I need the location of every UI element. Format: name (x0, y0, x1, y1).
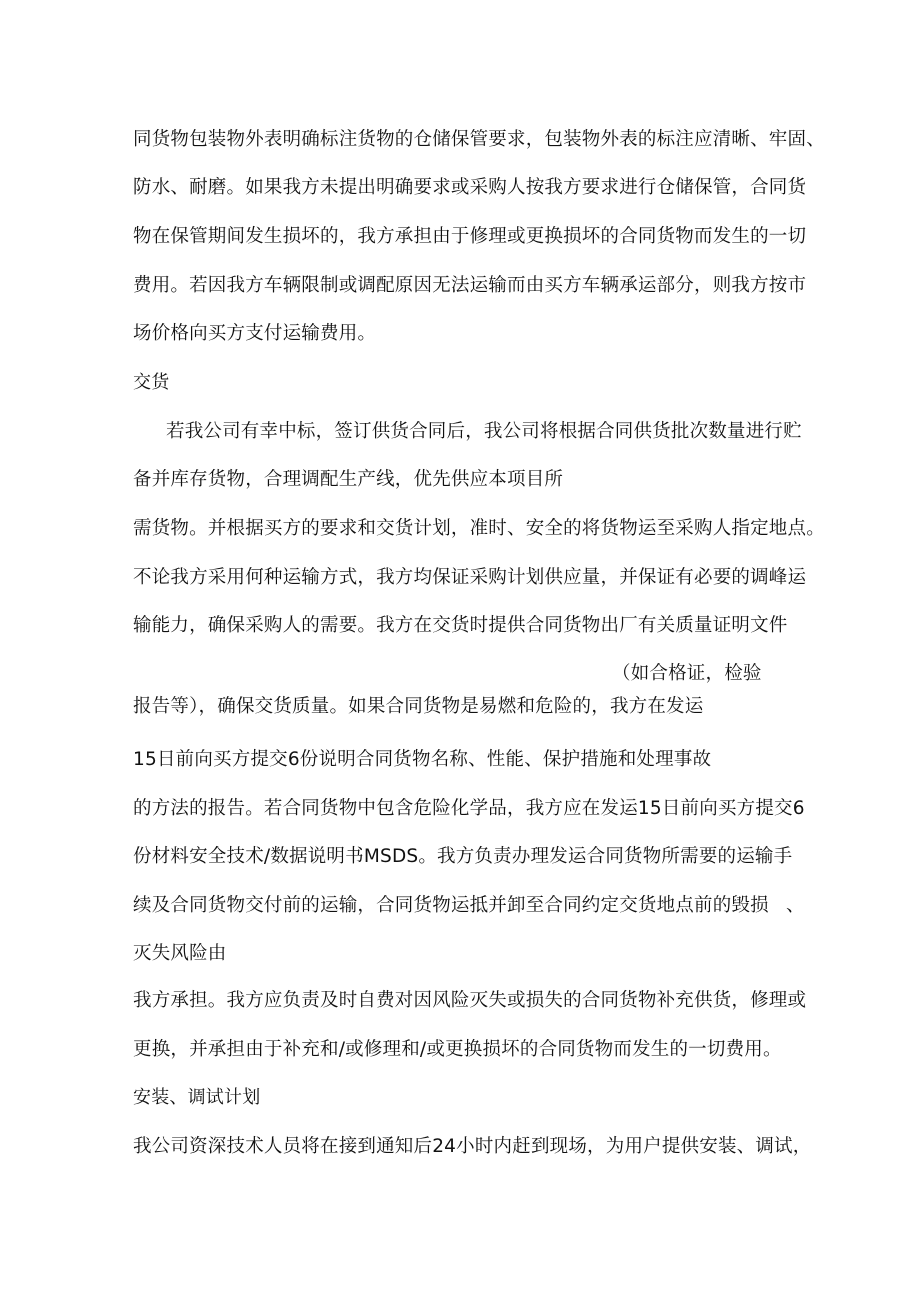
paragraph-line: 灭失风险由 (133, 943, 227, 964)
paragraph-line: 不论我方采用何种运输方式，我方均保证采购计划供应量，并保证有必要的调峰运 (133, 567, 807, 588)
section-heading-delivery: 交货 (133, 372, 170, 393)
paragraph-line: （如合格证，检验 (612, 663, 762, 684)
paragraph-line: 我方承担。我方应负责及时自费对因风险灭失或损失的合同货物补充供货，修理或 (133, 990, 807, 1011)
paragraph-line: 同货物包装物外表明确标注货物的仓储保管要求，包装物外表的标注应清晰、牢固、 (133, 129, 825, 150)
paragraph-line: 若我公司有幸中标，签订供货合同后，我公司将根据合同供货批次数量进行贮 (166, 421, 802, 442)
paragraph-line: 需货物。并根据买方的要求和交货计划，准时、安全的将货物运至采购人指定地点。 (133, 518, 825, 539)
paragraph-line: 份材料安全技术/数据说明书MSDS。我方负责办理发运合同货物所需要的运输手 (133, 846, 793, 867)
paragraph-line: 我公司资深技术人员将在接到通知后24小时内赶到现场，为用户提供安装、调试， (133, 1136, 812, 1157)
paragraph-line: 输能力，确保采购人的需要。我方在交货时提供合同货物出厂有关质量证明文件 (133, 615, 788, 636)
section-heading-installation: 安装、调试计划 (133, 1087, 261, 1108)
paragraph-line: 更换，并承担由于补充和/或修理和/或更换损坏的合同货物而发生的一切费用。 (133, 1039, 782, 1060)
paragraph-line: 报告等），确保交货质量。如果合同货物是易燃和危险的，我方在发运 (133, 696, 704, 717)
paragraph-punctuation: 、 (786, 895, 805, 916)
paragraph-line: 物在保管期间发生损坏的，我方承担由于修理或更换损坏的合同货物而发生的一切 (133, 226, 807, 247)
paragraph-line: 备并库存货物，合理调配生产线，优先供应本项目所 (133, 469, 564, 490)
paragraph-line: 费用。若因我方车辆限制或调配原因无法运输而由买方车辆承运部分，则我方按市 (133, 275, 807, 296)
paragraph-line: 防水、耐磨。如果我方未提出明确要求或采购人按我方要求进行仓储保管，合同货 (133, 177, 807, 198)
paragraph-line: 场价格向买方支付运输费用。 (133, 323, 377, 344)
paragraph-line: 的方法的报告。若合同货物中包含危险化学品，我方应在发运15日前向买方提交6 (133, 798, 805, 819)
paragraph-line: 15日前向买方提交6份说明合同货物名称、性能、保护措施和处理事故 (133, 749, 712, 770)
paragraph-line: 续及合同货物交付前的运输，合同货物运抵并卸至合同约定交货地点前的毁损 (133, 895, 769, 916)
